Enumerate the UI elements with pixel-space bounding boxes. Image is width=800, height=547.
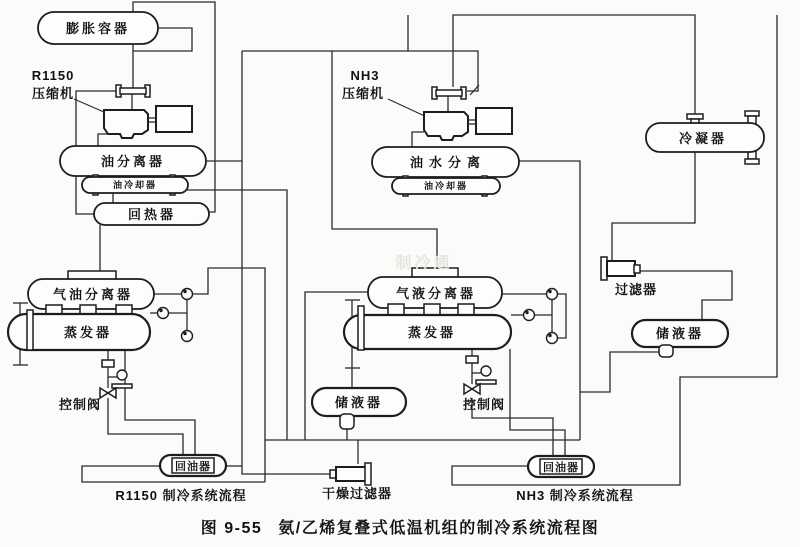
valve-dot xyxy=(183,290,186,293)
valve-bowtie xyxy=(472,384,480,394)
filter-body xyxy=(607,261,635,276)
oil-cooler-right xyxy=(392,176,500,196)
r1150-compressor-label-line1: R1150 xyxy=(31,68,75,83)
evaporator-mid-label: 蒸发器 xyxy=(407,325,457,340)
recuperator-label: 回热器 xyxy=(127,207,177,222)
r1150-compressor xyxy=(32,68,192,138)
compressor-top-tee xyxy=(120,88,146,94)
filter xyxy=(601,257,657,297)
valve-dot xyxy=(159,309,162,312)
receiver-mid-stub xyxy=(340,414,354,429)
valve-circle xyxy=(182,331,193,342)
valve-circle xyxy=(547,289,558,300)
condenser xyxy=(646,111,764,164)
gauge-icon xyxy=(117,370,127,380)
expansion-vessel-label: 膨胀容器 xyxy=(65,21,131,36)
valve-bonnet xyxy=(466,356,478,363)
pipe-segment xyxy=(193,268,265,482)
nh3-compressor-label-line1: NH3 xyxy=(350,68,380,83)
figure-title: 氨/乙烯复叠式低温机组的制冷系统流程图 xyxy=(278,520,600,537)
pipe-segment xyxy=(125,350,195,455)
receiver-mid xyxy=(312,388,406,429)
pipe-segment xyxy=(453,15,695,120)
figure-number: 图 9-55 xyxy=(200,520,263,537)
pipe-segment xyxy=(519,161,580,440)
oil-water-separator-label: 油水分离 xyxy=(409,155,487,170)
valve-circle xyxy=(158,308,169,319)
drying-filter-label: 干燥过滤器 xyxy=(321,486,393,501)
right-system-caption: NH3 制冷系统流程 xyxy=(516,488,634,503)
valve-dot xyxy=(183,332,186,335)
nh3-compressor-label-line2: 压缩机 xyxy=(341,86,385,101)
evaporator-left xyxy=(8,305,150,350)
gas-oil-separator-label: 气油分离器 xyxy=(52,287,134,302)
watermark: 制冷通 xyxy=(395,255,453,272)
oil-cooler-right-label: 油冷却器 xyxy=(423,181,469,191)
motor xyxy=(476,108,512,134)
pipe-segment xyxy=(98,134,108,147)
pipe-segment xyxy=(412,132,424,147)
motor xyxy=(156,106,192,132)
gas-liquid-separator xyxy=(368,268,502,308)
control-valve-mid xyxy=(463,356,505,412)
figure-caption xyxy=(201,518,599,537)
control-valve-left-label: 控制阀 xyxy=(58,397,102,412)
evaporator-mid-flange xyxy=(358,306,364,350)
drying-filter xyxy=(322,463,392,501)
oil-return-right xyxy=(528,456,594,477)
recuperator xyxy=(94,203,209,225)
valve-circle xyxy=(547,333,558,344)
gas-oil-separator xyxy=(28,271,154,309)
compressor-body xyxy=(424,112,468,140)
evaporator-left-flange xyxy=(27,310,33,350)
pipe-segment xyxy=(558,294,566,338)
pipe-segment xyxy=(580,352,666,392)
receiver-right-stub xyxy=(659,345,673,357)
condenser-flange xyxy=(745,159,759,164)
control-valve-mid-label: 控制阀 xyxy=(462,397,506,412)
r1150-compressor-label-line2: 压缩机 xyxy=(31,86,75,101)
oil-separator-label: 油分离器 xyxy=(100,154,166,169)
oil-water-separator xyxy=(372,147,519,177)
oil-separator xyxy=(60,146,206,176)
oil-return-left xyxy=(160,455,226,476)
valve-bowtie xyxy=(108,388,116,398)
valve-bracket xyxy=(476,380,496,384)
oil-cooler-left xyxy=(82,175,188,195)
valve-dot xyxy=(548,290,551,293)
evaporator-mid xyxy=(344,304,511,350)
filter-label: 过滤器 xyxy=(614,282,658,297)
valve-bonnet xyxy=(102,360,114,367)
pipe-segment xyxy=(452,15,777,485)
oil-cooler-left-label: 油冷却器 xyxy=(112,180,158,190)
nh3-compressor xyxy=(342,68,512,140)
drying-filter-flange xyxy=(365,463,371,485)
valve-circle xyxy=(524,310,535,321)
filter-tip xyxy=(634,265,640,273)
receiver-right-label: 储液器 xyxy=(655,326,705,341)
expansion-vessel xyxy=(38,12,158,44)
receiver-mid-label: 储液器 xyxy=(334,395,384,410)
drying-filter-body xyxy=(336,467,366,481)
compressor-body xyxy=(104,110,148,138)
condenser-label: 冷凝器 xyxy=(678,131,728,146)
gauge-icon xyxy=(481,366,491,376)
pipe-segment xyxy=(108,398,183,455)
oil-return-left-label: 回油器 xyxy=(175,461,211,473)
oil-return-right-label: 回油器 xyxy=(543,462,579,474)
left-system-caption: R1150 制冷系统流程 xyxy=(115,488,247,503)
evaporator-left-label: 蒸发器 xyxy=(63,325,113,340)
valve-bracket xyxy=(112,384,132,388)
valve-circle xyxy=(182,289,193,300)
gas-liquid-separator-label: 气液分离器 xyxy=(395,286,477,301)
control-valve-left xyxy=(59,360,132,412)
valve-dot xyxy=(548,334,551,337)
compressor-top-tee xyxy=(436,90,462,96)
valve-dot xyxy=(525,311,528,314)
pipe-segment xyxy=(612,152,695,261)
